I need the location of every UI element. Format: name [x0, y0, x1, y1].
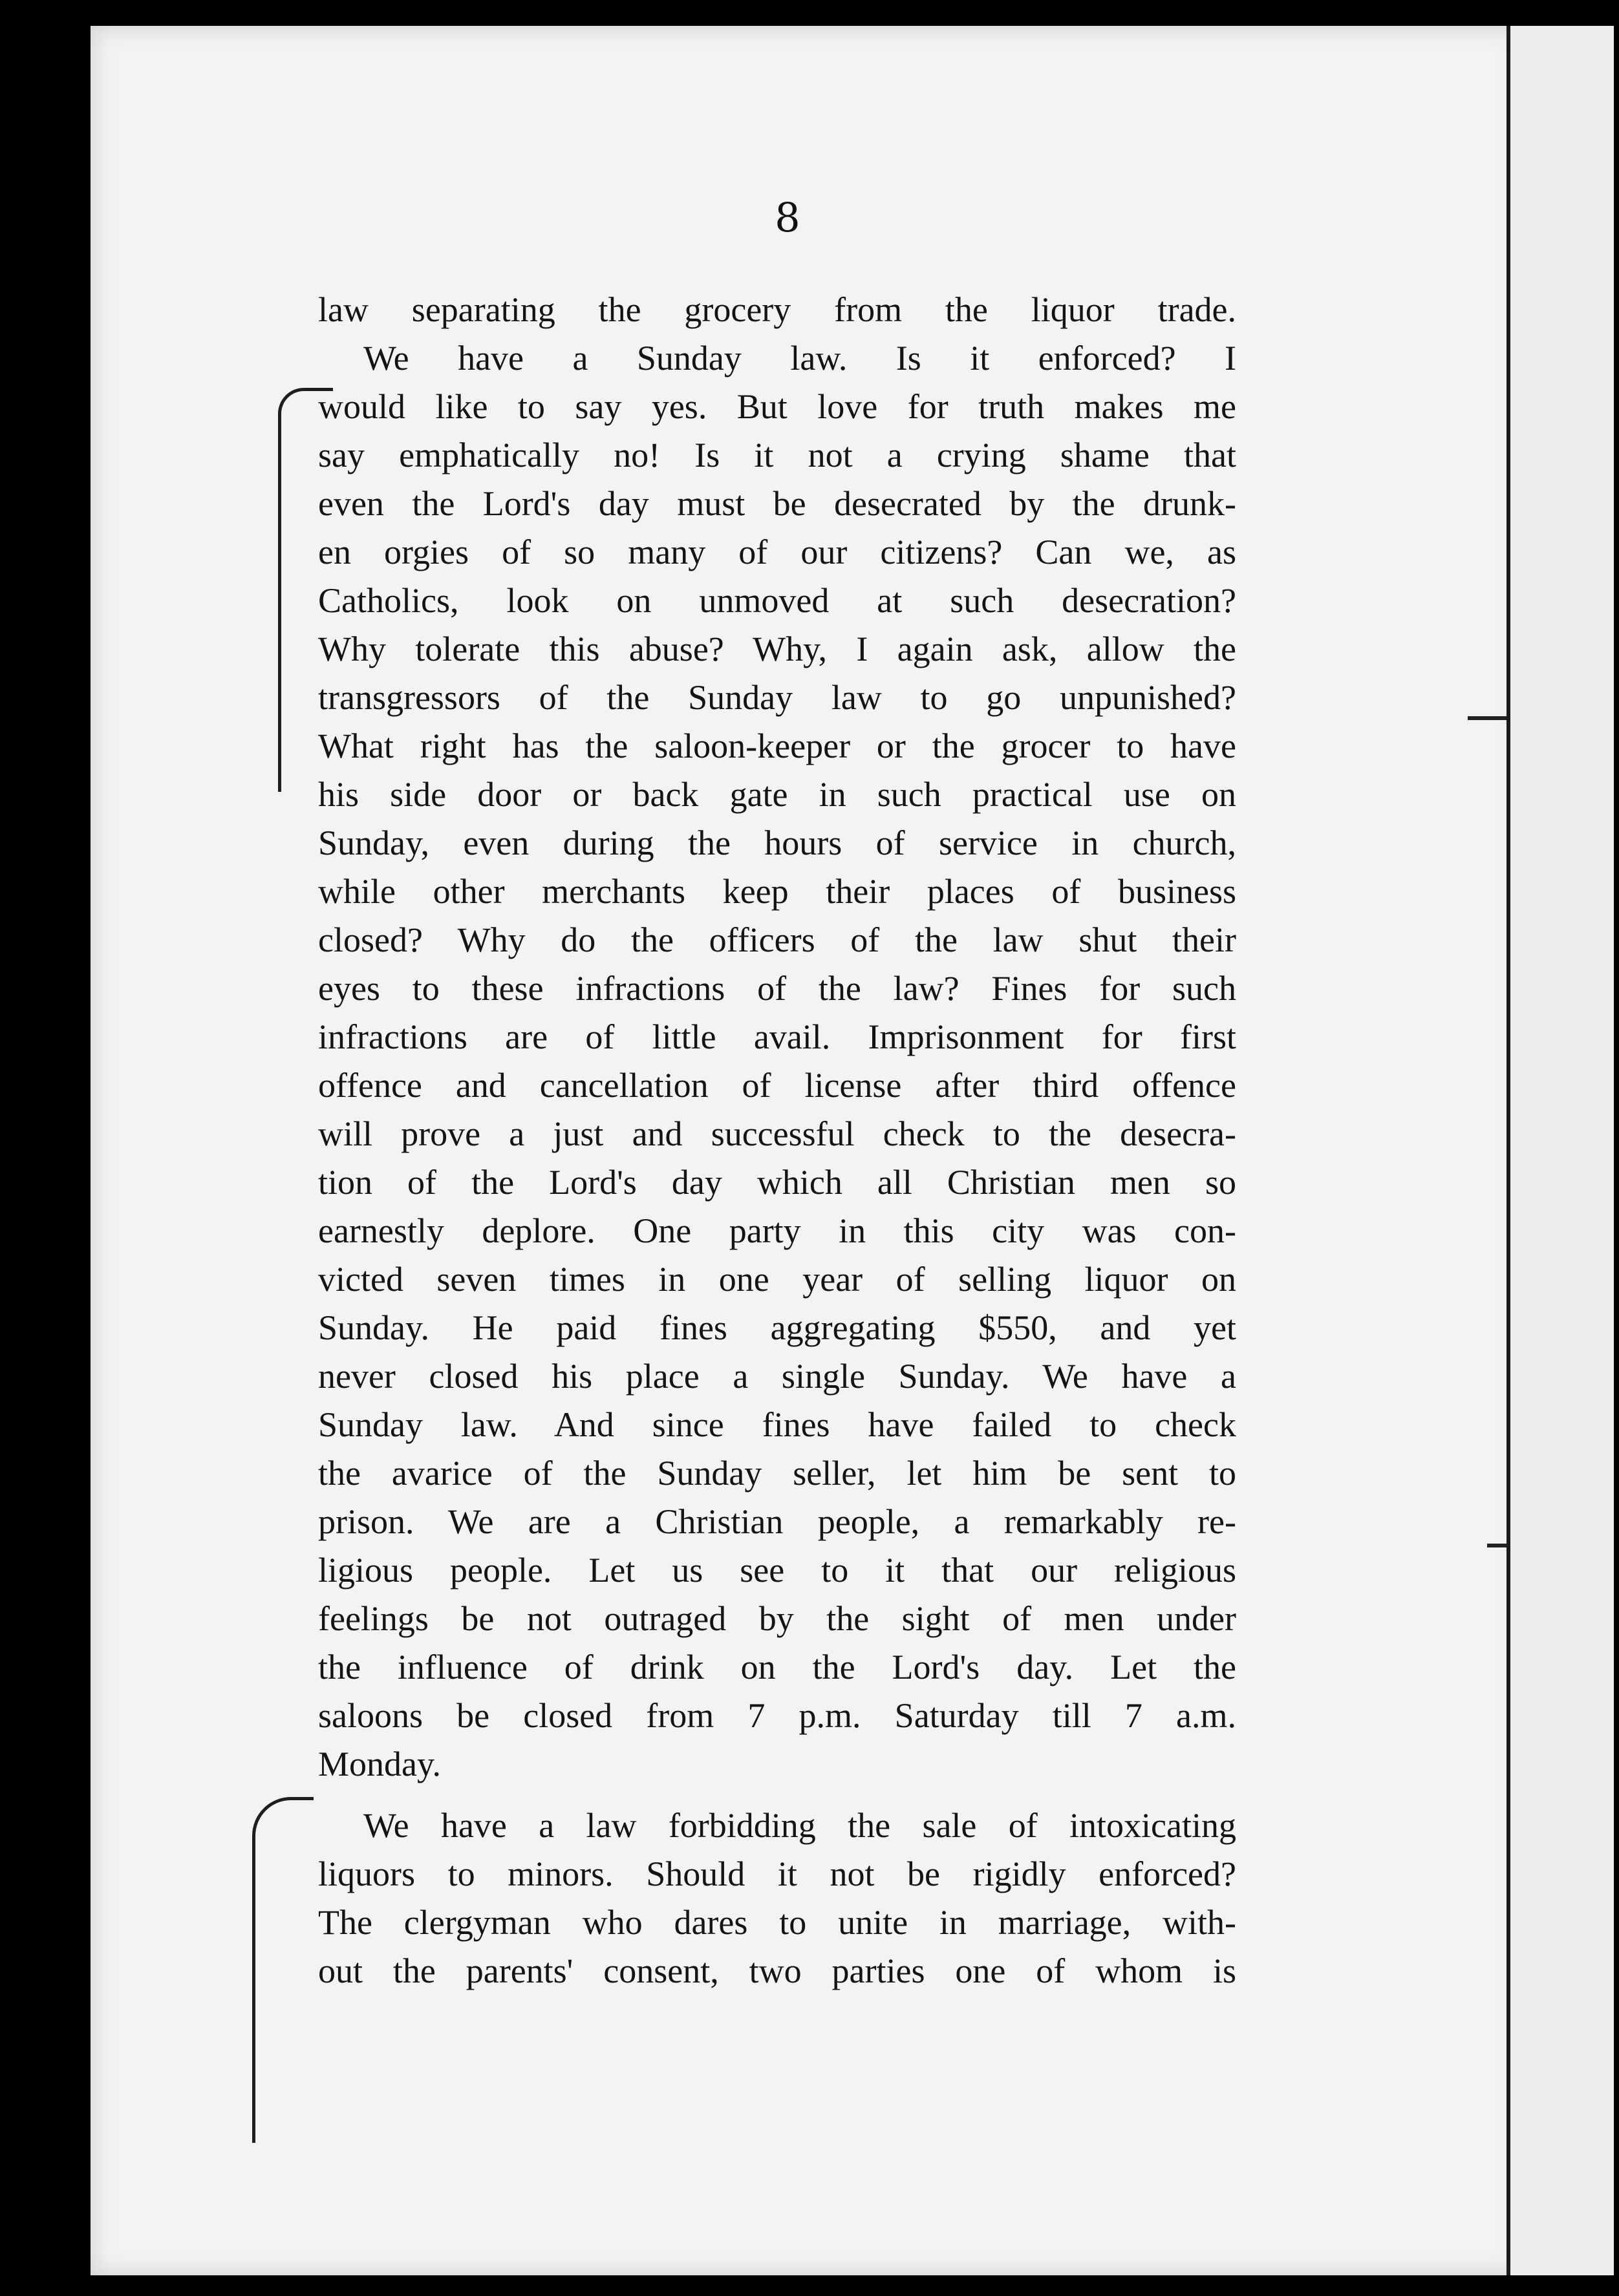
text-line: infractions are of little avail. Imprisonment for first	[318, 1017, 1236, 1056]
text-line: earnestly deplore. One party in this city was con-	[318, 1211, 1236, 1250]
text-line: his side door or back gate in such practical use on	[318, 775, 1236, 814]
text-line: victed seven times in one year of selling liquor on	[318, 1260, 1236, 1299]
text-line: prison. We are a Christian people, a remarkably re-	[318, 1502, 1236, 1541]
text-line: The clergyman who dares to unite in marriage, with-	[318, 1903, 1236, 1942]
text-line: Monday.	[318, 1745, 441, 1783]
text-line: out the parents' consent, two parties one of whom is	[318, 1951, 1236, 1990]
text-line: will prove a just and successful check to the desecra-	[318, 1114, 1236, 1153]
text-line: Sunday. He paid fines aggregating $550, and yet	[318, 1308, 1236, 1347]
text-line: Sunday, even during the hours of service in church,	[318, 824, 1236, 862]
text-line: Sunday law. And since fines have failed to check	[318, 1405, 1236, 1444]
paragraph-gap	[318, 1789, 1236, 1802]
text-line: What right has the saloon-keeper or the grocer to have	[318, 727, 1236, 765]
text-line: say emphatically no! Is it not a crying shame that	[318, 436, 1236, 474]
body-text	[318, 286, 1236, 1995]
text-line: liquors to minors. Should it not be rigidly enforced?	[318, 1855, 1236, 1893]
text-line: law separating the grocery from the liquor trade.	[318, 290, 1236, 329]
text-line: tion of the Lord's day which all Christian men so	[318, 1163, 1236, 1202]
text-line: would like to say yes. But love for truth makes me	[318, 387, 1236, 426]
text-line: while other merchants keep their places of business	[318, 872, 1236, 911]
text-line: Catholics, look on unmoved at such desecration?	[318, 581, 1236, 620]
text-line: en orgies of so many of our citizens? Can we, as	[318, 533, 1236, 571]
text-line: ligious people. Let us see to it that our religious	[318, 1551, 1236, 1589]
text-line: never closed his place a single Sunday. We have a	[318, 1357, 1236, 1396]
text-line: even the Lord's day must be desecrated by the drunk-	[318, 484, 1236, 523]
margin-mark	[1468, 716, 1506, 720]
facing-page-edge	[1506, 26, 1614, 2275]
text-line: Why tolerate this abuse? Why, I again ask, allow the	[318, 630, 1236, 668]
text-line: offence and cancellation of license after third offence	[318, 1066, 1236, 1105]
text-line: feelings be not outraged by the sight of men under	[318, 1599, 1236, 1638]
page-number: 8	[775, 194, 800, 241]
text-line: closed? Why do the officers of the law shut their	[318, 920, 1236, 959]
margin-bracket	[252, 1797, 314, 2143]
text-line: the influence of drink on the Lord's day. Let the	[318, 1648, 1236, 1686]
text-line: the avarice of the Sunday seller, let him be sent to	[318, 1454, 1236, 1493]
text-line: We have a law forbidding the sale of intoxicating	[363, 1806, 1236, 1845]
margin-mark	[1487, 1544, 1506, 1547]
text-line: We have a Sunday law. Is it enforced? I	[363, 339, 1236, 377]
text-line: transgressors of the Sunday law to go unpunished?	[318, 678, 1236, 717]
text-line: saloons be closed from 7 p.m. Saturday till 7 a.m.	[318, 1696, 1236, 1735]
text-line: eyes to these infractions of the law? Fines for such	[318, 969, 1236, 1008]
